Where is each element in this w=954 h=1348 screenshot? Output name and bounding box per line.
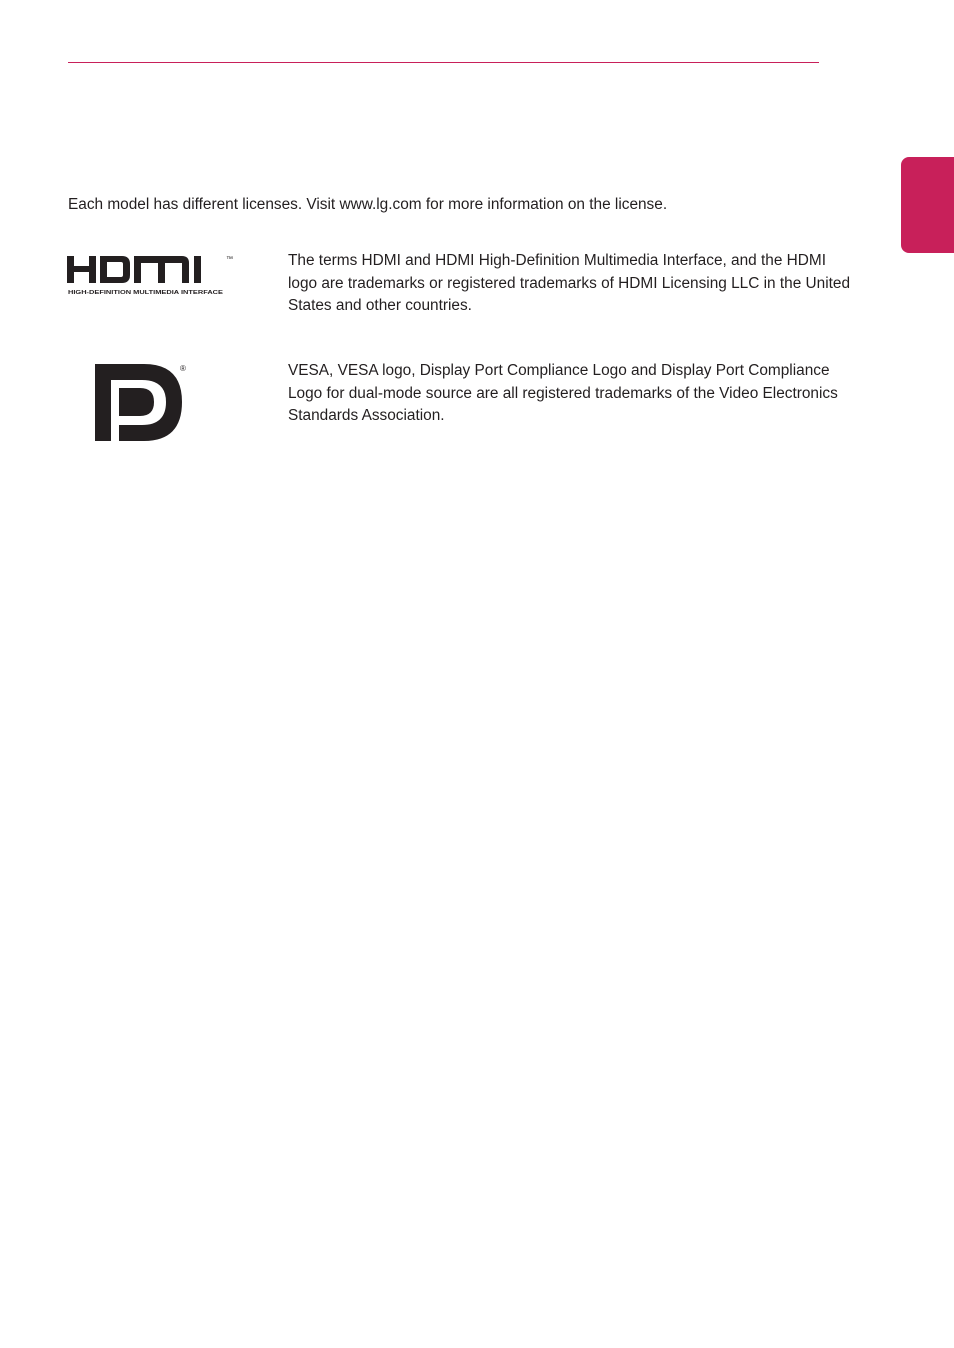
intro-text: Each model has different licenses. Visit www.lg.com for more information on the license. — [68, 196, 668, 213]
hdmi-license-text: The terms HDMI and HDMI High-Definition Multimedia Interface, and the HDMI logo are trademarks or registered trademarks of HDMI Licensing LLC in the United States and other countries. — [288, 252, 851, 314]
displayport-logo — [92, 362, 190, 444]
hdmi-tagline: HIGH-DEFINITION MULTIMEDIA INTERFACE — [68, 290, 224, 296]
hdmi-logo — [67, 253, 237, 297]
header-rule — [68, 62, 819, 63]
dp-registered-mark: ® — [180, 364, 186, 373]
displayport-license-text: VESA, VESA logo, Display Port Compliance Logo and Display Port Compliance Logo for dual-mode source are all registered trademarks of the Video Electronics Standards Association. — [288, 362, 838, 424]
language-tab — [901, 157, 954, 253]
hdmi-tm-mark: ™ — [226, 256, 233, 263]
